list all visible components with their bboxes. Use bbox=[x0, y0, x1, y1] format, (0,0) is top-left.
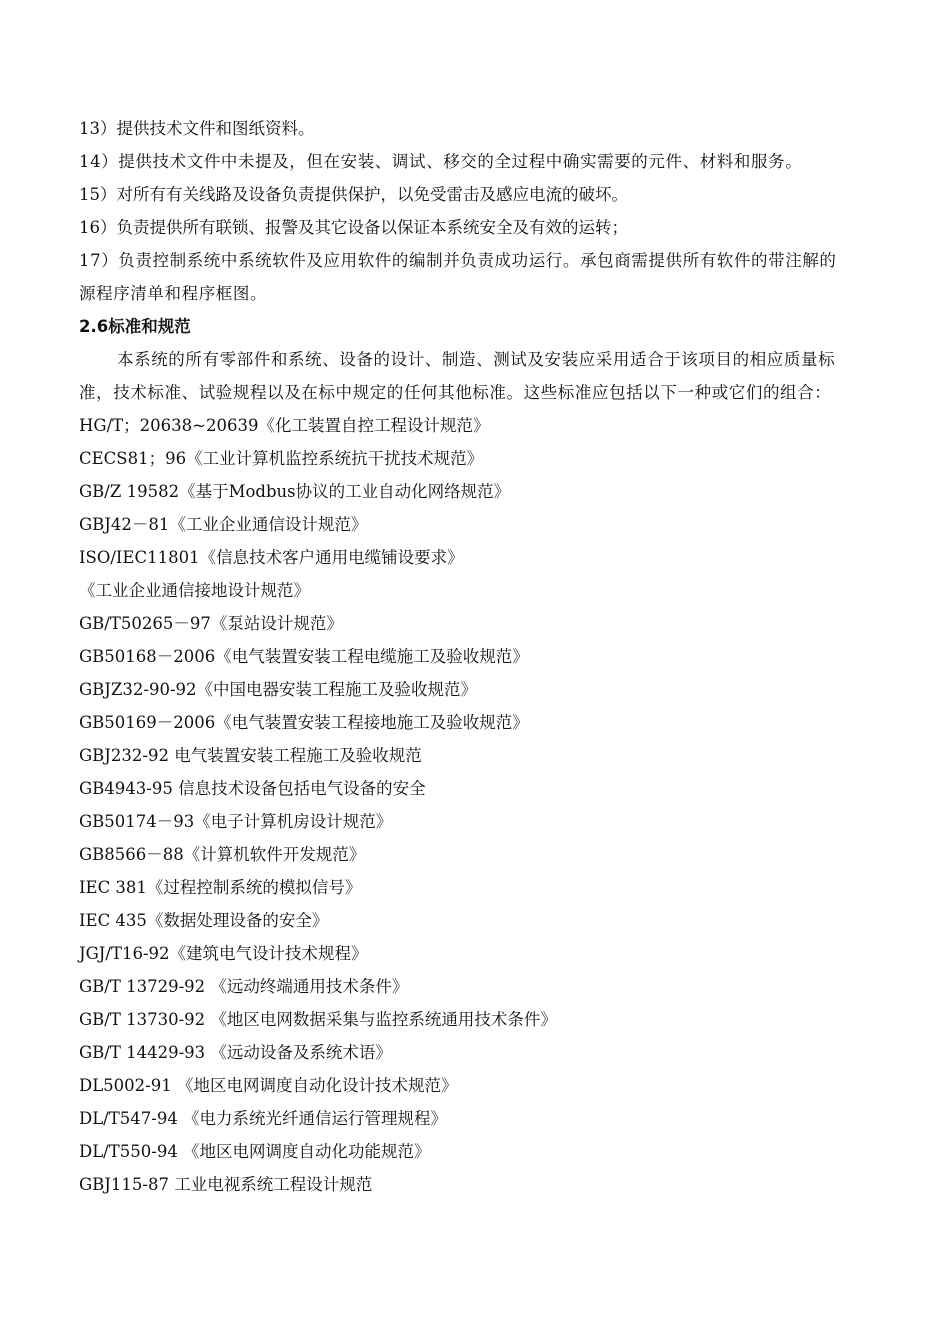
list-item-13: 13）提供技术文件和图纸资料。 bbox=[79, 119, 315, 138]
list-item-16: 16）负责提供所有联锁、报警及其它设备以保证本系统安全及有效的运转； bbox=[79, 218, 628, 237]
standard-item: GB8566－88《计算机软件开发规范》 bbox=[79, 845, 366, 864]
list-item-17: 17）负责控制系统中系统软件及应用软件的编制并负责成功运行。承包商需提供所有软件的带注解的源程序清单和程序框图。 bbox=[79, 251, 837, 303]
section-paragraph: 本系统的所有零部件和系统、设备的设计、制造、测试及安装应采用适合于该项目的相应质量标准，技术标准、试验规程以及在标中规定的任何其他标准。这些标准应包括以下一种或它们的组合： bbox=[79, 350, 836, 402]
standard-item: DL5002-91 《地区电网调度自动化设计技术规范》 bbox=[79, 1076, 458, 1095]
standard-item: GB/T 14429-93 《远动设备及系统术语》 bbox=[79, 1043, 392, 1062]
standard-item: GB/T50265－97《泵站设计规范》 bbox=[79, 614, 343, 633]
standard-item: GBJ115-87 工业电视系统工程设计规范 bbox=[79, 1175, 373, 1194]
standard-item: DL/T550-94 《地区电网调度自动化功能规范》 bbox=[79, 1142, 431, 1161]
standard-item: IEC 381《过程控制系统的模拟信号》 bbox=[79, 878, 362, 897]
standard-item: GBJZ32-90-92《中国电器安装工程施工及验收规范》 bbox=[79, 680, 478, 699]
document-page bbox=[79, 112, 839, 1201]
standard-item: 《工业企业通信接地设计规范》 bbox=[79, 581, 310, 600]
standard-item: GB50169－2006《电气装置安装工程接地施工及验收规范》 bbox=[79, 713, 529, 732]
list-item-15: 15）对所有有关线路及设备负责提供保护，以免受雷击及感应电流的破坏。 bbox=[79, 185, 628, 204]
standard-item: CECS81；96《工业计算机监控系统抗干扰技术规范》 bbox=[79, 449, 484, 468]
standard-item: GB4943-95 信息技术设备包括电气设备的安全 bbox=[79, 779, 426, 798]
standards-list bbox=[79, 409, 839, 1201]
standard-item: GB50168－2006《电气装置安装工程电缆施工及验收规范》 bbox=[79, 647, 529, 666]
standard-item: JGJ/T16-92《建筑电气设计技术规程》 bbox=[79, 944, 368, 963]
standard-item: GBJ232-92 电气装置安装工程施工及验收规范 bbox=[79, 746, 422, 765]
section-heading: 2.6标准和规范 bbox=[79, 317, 191, 336]
standard-item: GB/T 13729-92 《远动终端通用技术条件》 bbox=[79, 977, 409, 996]
standard-item: ISO/IEC11801《信息技术客户通用电缆铺设要求》 bbox=[79, 548, 464, 567]
standard-item: GB50174－93《电子计算机房设计规范》 bbox=[79, 812, 393, 831]
standard-item: GB/T 13730-92 《地区电网数据采集与监控系统通用技术条件》 bbox=[79, 1010, 557, 1029]
standard-item: GBJ42－81《工业企业通信设计规范》 bbox=[79, 515, 368, 534]
standard-item: GB/Z 19582《基于Modbus协议的工业自动化网络规范》 bbox=[79, 482, 511, 501]
standard-item: IEC 435《数据处理设备的安全》 bbox=[79, 911, 329, 930]
standard-item: DL/T547-94 《电力系统光纤通信运行管理规程》 bbox=[79, 1109, 448, 1128]
list-item-14: 14）提供技术文件中未提及，但在安装、调试、移交的全过程中确实需要的元件、材料和服务。 bbox=[79, 152, 803, 171]
standard-item: HG/T；20638~20639《化工装置自控工程设计规范》 bbox=[79, 416, 490, 435]
